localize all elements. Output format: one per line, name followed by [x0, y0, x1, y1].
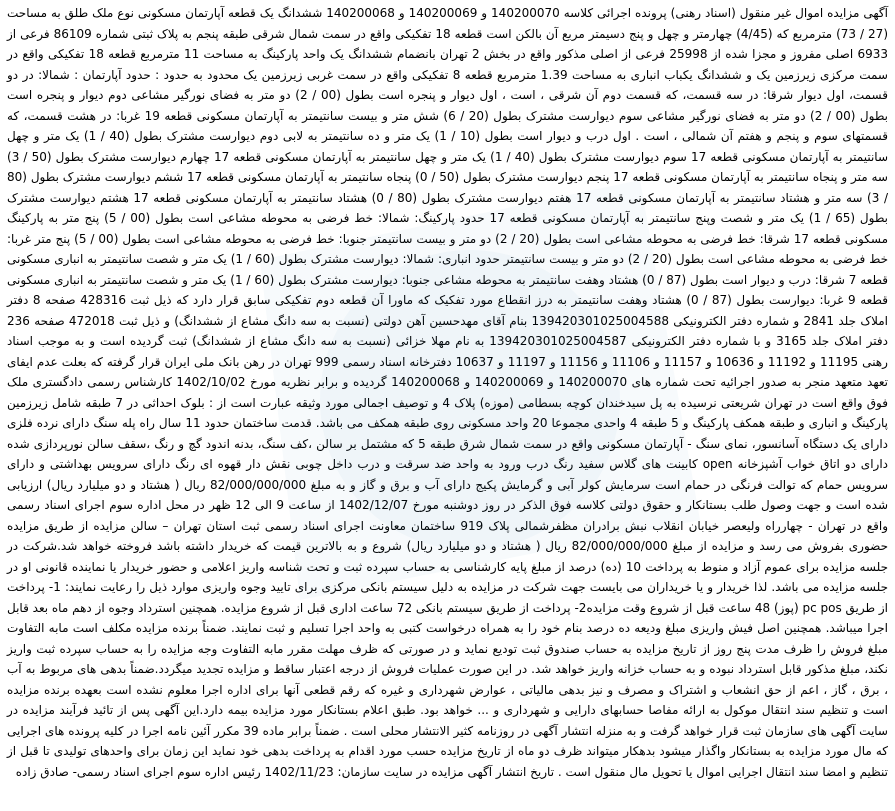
auction-notice-text: آگهی مزایده اموال غیر منقول (اسناد رهنی) پرونده اجرائی کلاسه 140200070 و 140200069 و 140200068 ششدانگ یک قطعه آپارتمان مسکونی نوع ملک طلق به مساحت (27 / 73) مترمربع که (4/45) چهارمتر و چهل و پنج دسیمتر مربع آن بالکن است قطعه 18 تفکیکی واقع در سمت شمال شرقی طبقه پنجم به پلاک ثبتی شماره 86109 فرعی از 6933 اصلی مفروز و مجزا شده از 25998 فرعی از اصلی مذکور واقع در بخش 2 تهران بانضمام ششدانگ یک واحد پارکینگ به مساحت 11 مترمربع قطعه 18 تفکیکی واقع در سمت مرکزی زیرزمین یک و ششدانگ یکباب انباری به مساحت 1.39 مترمربع قطعه 8 تفکیکی واقع در سمت غربی زیرزمین یک محدود به حدود : حدود آپارتمان : شمالا: در دو قسمت، اول دیوار شرقا: در سه قسمت، که قسمت دوم آن شرقی ، است ، اول دیوار و پنجره است بطول (00 / 2) دو متر به فضای نورگیر مشاعی دوم دیوار و پنجره است بطول (00 / 2) دو متر به فضای نورگیر مشاعی سوم دیوارست مشترک بطول (20 / 6) شش متر و بیست سانتیمتر به آپارتمان مسکونی قطعه 19 غربا: در هشت قسمت، که قسمتهای سوم و پنجم و هفتم آن شمالی ، است . اول درب و دیوار است بطول (10 / 1) یک متر و ده سانتیمتر به لابی دوم دیوارست مشترک بطول (40 / 1) یک متر و چهل سانتیمتر به آپارتمان مسکونی قطعه 17 سوم دیوارست مشترک بطول (40 / 1) یک متر و چهل سانتیمتر به آپارتمان مسکونی قطعه 17 چهارم دیوارست مشترک بطول (50 / 3) سه متر و پنجاه سانتیمتر به آپارتمان مسکونی قطعه 17 پنجم دیوارست مشترک بطول (50 / 0) پنجاه سانتیمتر به آپارتمان مسکونی قطعه 17 ششم دیوارست مشترک بطول (80 / 3) سه متر و هشتاد سانتیمتر به آپارتمان مسکونی قطعه 17 هفتم دیوارست مشترک بطول (80 / 0) هشتاد سانتیمتر به آپارتمان مسکونی قطعه 17 هشتم دیوارست مشترک بطول (65 / 1) یک متر و شصت وپنج سانتیمتر به آپارتمان مسکونی قطعه 17 حدود پارکینگ: شمالا: خط فرضی به محوطه مشاعی است بطول (00 / 5) پنج متر به پارکینگ مسکونی قطعه 17 شرقا: خط فرضی به محوطه مشاعی است بطول (20 / 2) دو متر و بیست سانتیمتر جنوبا: خط فرضی به محوطه مشاعی است بطول (00 / 5) پنج متر غربا: خط فرضی به محوطه مشاعی است بطول (20 / 2) دو متر و بیست سانتیمتر حدود انباری: شمالا: دیوارست مشترک بطول (60 / 1) یک متر و شصت سانتیمتر به انباری مسکونی قطعه 7 شرقا: درب و دیوار است بطول (87 / 0) هشتاد وهفت سانتیمتر به محوطه مشاعی جنوبا: دیوارست مشترک بطول (60 / 1) یک متر و شصت سانتیمتر به انباری مسکونی قطعه 9 غربا: دیوارست بطول (87 / 0) هشتاد وهفت سانتیمتر به درز انقطاع مورد تفکیک که ماورا آن قطعه دوم تفکیکی سابق قرار دارد که ذیل ثبت 428316 صفحه 8 دفتر املاک جلد 2841 و شماره دفتر الکترونیکی 139420301025004588 بنام آقای مهدحسین آهن دولتی (نسبت به سه دانگ مشاع از ششدانگ) و ذیل ثبت 472018 صفحه 236 دفتر املاک جلد 3165 و با شماره دفتر الکترونیکی 139420301025004587 به نام مهلا خزائی (نسبت به سه دانگ مشاع از ششدانگ) ثبت گردیده است و به موجب اسناد رهنی 11195 و 11192 و 10636 و 11157 و 11106 و 11156 و 11197 و 10637 دفترخانه اسناد رسمی 999 تهران در رهن بانک ملی ایران قرار گرفته که بعلت عدم ایفای تعهد متعهد منجر به صدور اجرائیه تحت شماره های 140200070 و 140200069 و 140200068 گردیده و برابر نظریه مورخ 1402/10/02 کارشناس رسمی دادگستری ملک فوق واقع است در تهران شریعتی نرسیده به پل سیدخندان کوچه بسطامی (موزه) پلاک 4 و توصیف اجمالی مورد وثیقه عبارت است از : بلوک احداثی در 7 طبقه شامل زیرزمین پارکینگ و انباری و طبقه همکف پارکینگ و 5 طبقه 4 واحدی مجموعا 20 واحد مسکونی روی طبقه همکف می باشد. قدمت ساختمان حدود 11 سال راه پله سنگ دارای نرده فلزی دارای یک دستگاه آسانسور، نمای سنگ - آپارتمان مسکونی واقع در سمت شمال شرق طبقه 5 که مشتمل بر سالن ،کف سنگ، بدنه اندود گچ و رنگ ،سقف سالن نورپردازی شده دارای دو اتاق خواب آشپزخانه open کابینت های گلاس سفید رنگ درب ورود به واحد ضد سرقت و درب داخل چوبی نقش دار قهوه ای رنگ دارای سرویس بهداشتی و دارای سرویس حمام که توالت فرنگی در حمام است سرمایش کولر آبی و گرمایش پکیج دارای آب و برق و گاز و به مبلغ 82/000/000/000 ریال ( هشتاد و دو میلیارد ریال) ارزیابی شده است و جهت وصول طلب بستانکار و حقوق دولتی کلاسه فوق الذکر در روز دوشنبه مورخ 1402/12/07 از ساعت 9 الی 12 ظهر در محل اداره سوم اجرای اسناد رسمی واقع در تهران - چهارراه ولیعصر خیابان انقلاب نبش برادران مظفرشمالی پلاک 919 ساختمان معاونت اجرای اسناد رسمی ثبت استان تهران – سالن مزایده از طریق مزایده حضوری بفروش می رسد و مزایده از مبلغ 82/000/000/000 ریال ( هشتاد و دو میلیارد ریال) شروع و به بالاترین قیمت که خریدار داشته باشد فروخته خواهد شد.شرکت در جلسه مزایده برای عموم آزاد و منوط به پرداخت 10 (ده) درصد از مبلغ پایه کارشناسی به حساب سپرده ثبت و تحت شناسه واریز اعلامی و حضور خریدار یا نماینده قانونی او در جلسه مزایده می باشد. لذا خریدار و یا خریداران می بایست جهت شرکت در مزایده به دلیل سیستم بانکی مرکزی برای تایید وجوه واریزی موارد ذیل را رعایت نمایند: 1- پرداخت از طریق pc pos (پوز) 48 ساعت قبل از شروع وقت مزایده2- پرداخت از طریق سیستم بانکی 72 ساعت اداری قبل از شروع مزایده. همچنین استرداد وجوه از دهم ماه بعد قابل اجرا میباشد. همچنین اصل فیش واریزی مبلغ ودیعه ده درصد بنام خود را به همراه درخواست کتبی به واحد اجرا تسلیم و ثبت نمایند. ضمناً برنده مزایده مکلف است مابه التفاوت مبلغ فروش را ظرف مدت پنج روز از تاریخ مزایده به حساب صندوق ثبت تودیع نماید و در صورتی که ظرف مهلت مقرر مابه التفاوت وجه مزایده را به حساب سپرده ثبت واریز نکند، مبلغ مذکور قابل استرداد نبوده و به حساب خزانه واریز خواهد شد. در این صورت عملیات فروش از درجه اعتبار ساقط و مزایده تجدید میگردد.ضمناً بدهی های مربوط به آب ، برق ، گاز ، اعم از حق انشعاب و اشتراک و مصرف و نیز بدهی مالیاتی ، عوارض شهرداری و غیره که رقم قطعی آنها برای اداره اجرا معلوم نشده است بعهده برنده مزایده است و تنظیم سند انتقال موکول به ارائه مفاصا حسابهای دارایی و شهرداری و ... خواهد بود. طبق اعلام بستانکار مورد مزایده بیمه دارد.این آگهی پس از تائید فرآیند مزایده در سایت آگهی های سازمان ثبت قرار خواهد گرفت و به منزله انتشار آگهی در روزنامه کثیر الانتشار محلی است . ضمناً برابر ماده 39 مکرر آئین نامه اجرا در کلیه پرونده های اجرایی که مال مورد مزایده به بستانکار واگذار میشود بدهکار میتواند ظرف دو ماه از تاریخ مزایده حسب مورد اقدام به پرداخت بدهی خود نماید این زمان برای واحدهای تولیدی تا قبل از تنظیم و امضا سند انتقال اجرایی اموال یا تحویل مال منقول است . تاریخ انتشار آگهی مزایده در سایت سازمان: 1402/11/23 رئیس اداره سوم اجرای اسناد رسمی- صادق زاده — [7, 6, 889, 779]
